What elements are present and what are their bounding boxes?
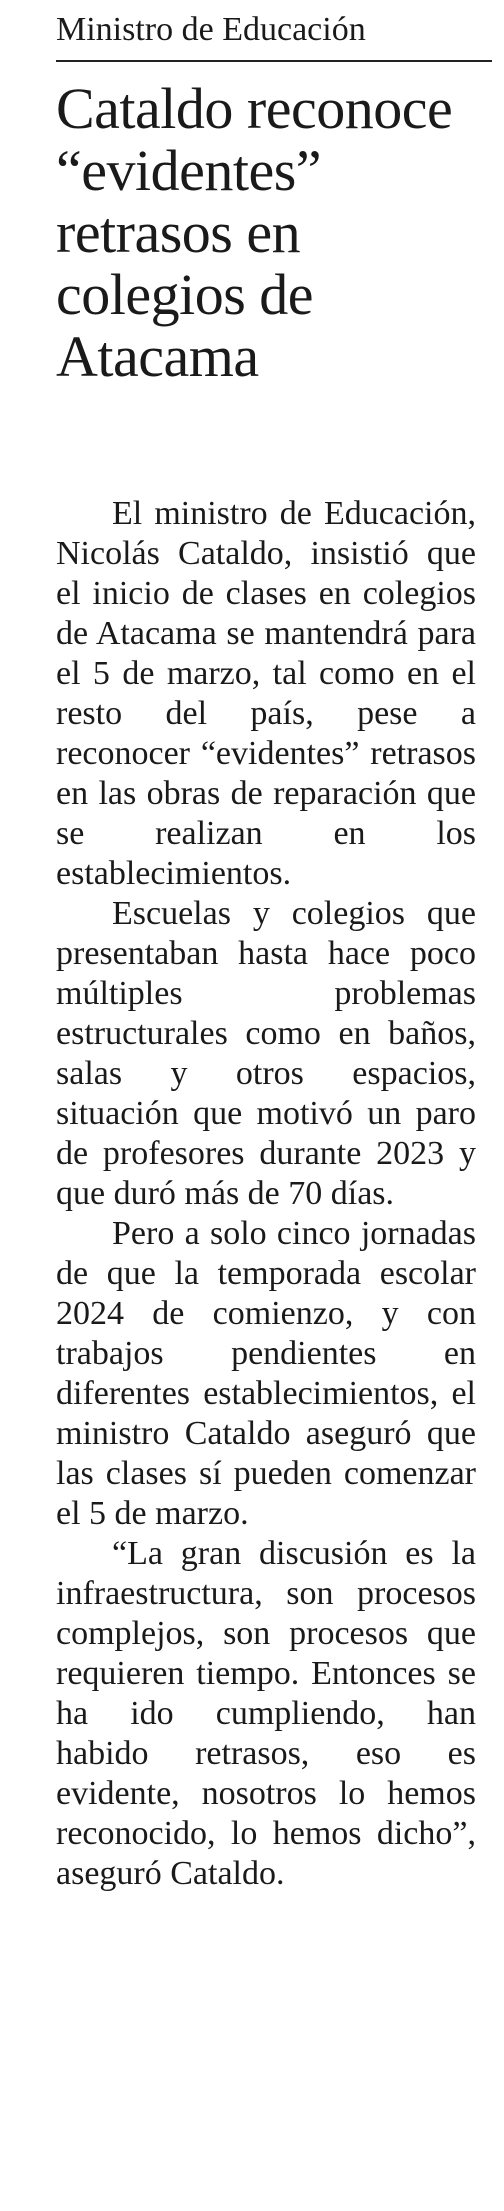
article-paragraph: El ministro de Educación, Nicolás Cataldo, insistió que el inicio de clases en colegios de Atacama se mantendrá para el 5 de marzo, tal como en el resto del país, pese a reconocer “evidentes” retrasos en las obras de reparación que se realizan en los establecimientos.: [56, 495, 476, 892]
article-body: [56, 494, 476, 1894]
article-paragraph: “La gran discusión es la infraestructura, son procesos complejos, son procesos que requieren tiempo. Entonces se ha ido cumpliendo, han habido retrasos, eso es evidente, nosotros lo hemos reconocido, lo hemos dicho”, aseguró Cataldo.: [56, 1535, 476, 1892]
article-paragraph: Escuelas y colegios que presentaban hasta hace poco múltiples problemas estructurales como en baños, salas y otros espacios, situación que motivó un paro de profesores durante 2023 y que duró más de 70 días.: [56, 895, 476, 1212]
section-divider: [56, 60, 492, 62]
section-label: Ministro de Educación: [56, 11, 366, 48]
article-paragraph: Pero a solo cinco jornadas de que la temporada escolar 2024 de comienzo, y con trabajos pendientes en diferentes establecimientos, el ministro Cataldo aseguró que las clases sí pueden comenzar el 5 de marzo.: [56, 1215, 476, 1532]
article-headline: Cataldo reconoce “evidentes” retrasos en colegios de Atacama: [56, 76, 453, 389]
